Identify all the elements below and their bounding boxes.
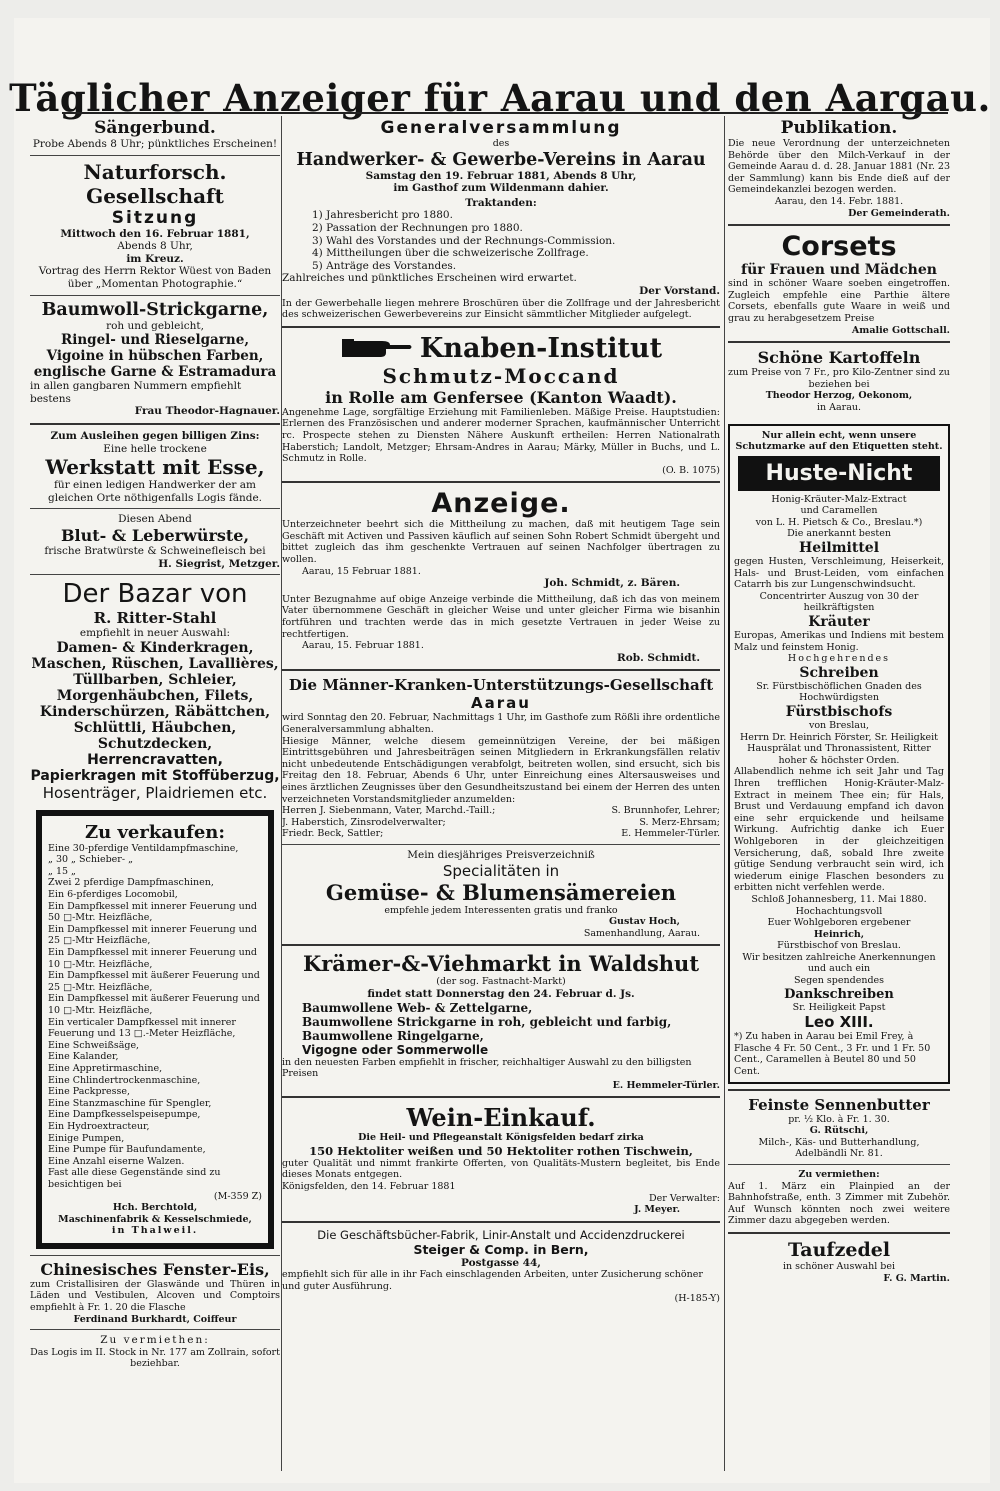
kraemer-sub: (der sog. Fastnacht-Markt) (436, 976, 566, 988)
wein-signature: J. Meyer. (634, 1204, 680, 1216)
verkaufen-item: Eine Kalander, (48, 1051, 119, 1063)
member-name: Herren J. Siebenmann, Vater, Marchd.-Taill.; (282, 805, 496, 817)
ad-generalversammlung (282, 118, 720, 321)
verkaufen-list (48, 843, 262, 1168)
verkaufen-item: Ein Dampfkessel mit innerer Feuerung und 25 □-Mtr Heizfläche, (48, 923, 257, 947)
werkstatt-text: für einen ledigen Handwerker der am gleichen Orte nöthigenfalls Logis fände. (48, 479, 262, 504)
column-1 (30, 118, 280, 1370)
verkaufen-item: „ 15 „ (48, 865, 76, 877)
verkaufen-item: Eine Stanzmaschine für Spengler, (48, 1097, 212, 1109)
publikation-text: Die neue Verordnung der unterzeichneten Behörde über den Milch-Verkauf in der Gemeinde Aarau d. d. 28. Januar 1881 (Nr. 23 der Sammlung) kann bis Ende dieß auf der Gemeindekanzlei bezogen werden. (728, 138, 950, 196)
pointing-hand-icon (340, 333, 414, 363)
traktanden-item: 3) Wahl des Vorstandes und der Rechnungs-Commission. (312, 234, 616, 247)
saengerbund-title: Sängerbund. (94, 118, 216, 138)
verkaufen-item: Ein Dampfkessel mit innerer Feuerung und 50 □-Mtr. Heizfläche, (48, 900, 257, 924)
huste-l6: Hochgehrendes (787, 653, 891, 665)
baumwolle-line1: roh und gebleicht, (106, 319, 204, 332)
verkaufen-item: Ein Dampfkessel mit äußerer Feuerung und 10 □-Mtr. Heizfläche, (48, 993, 260, 1016)
verkaufen-item: Einige Pumpen, (48, 1132, 125, 1144)
huste-l4: Die anerkannt besten (787, 528, 891, 540)
ad-werkstatt (30, 430, 280, 504)
anzeige-date2: Aarau, 15. Februar 1881. (302, 640, 424, 652)
kartoffeln-text: zum Preise von 7 Fr., pro Kilo-Zentner sind zu beziehen bei (728, 367, 950, 390)
butter-title: Feinste Sennenbutter (748, 1095, 930, 1114)
publikation-date: Aarau, den 14. Febr. 1881. (774, 195, 904, 207)
werkstatt-title: Werkstatt mit Esse, (45, 455, 265, 480)
huste-t11: Segen spendendes (793, 975, 885, 987)
verkaufen-item: Eine Anzahl eiserne Walzen. (48, 1155, 185, 1167)
verkaufen-sig3: in Thalweil. (111, 1225, 199, 1237)
huste-t2: Europas, Amerikas und Indiens mit bestem Malz und feinstem Honig. (734, 630, 944, 653)
huste-t9: Fürstbischof von Breslau. (777, 940, 901, 952)
wein-text: guter Qualität und nimmt frankirte Offerten, von Qualitäts-Mustern begleitet, bis Ende dieses Monats entgegen. (282, 1157, 720, 1181)
fenster-title: Chinesisches Fenster-Eis, (40, 1259, 270, 1279)
knaben-code: (O. B. 1075) (662, 464, 720, 476)
gemuese-intro: Mein diesjähriges Preisverzeichniß (407, 848, 595, 861)
verkaufen-item: Ein verticaler Dampfkessel mit innerer Feuerung und 13 □.-Meter Heizfläche, (48, 1016, 236, 1040)
ad-kraemer-markt (282, 951, 720, 1091)
publikation-title: Publikation. (780, 118, 898, 138)
huste-t5: Schloß Johannesberg, 11. Mai 1880. (751, 893, 927, 905)
bazar-item4: Kinderschürzen, Räbättchen, (39, 703, 271, 720)
corsets-sub: für Frauen und Mädchen (741, 262, 937, 279)
traktanden-item: 2) Passation der Rechnungen pro 1880. (312, 221, 523, 234)
wein-line1: Die Heil- und Pflegeanstalt Königsfelden bedarf zirka (358, 1132, 644, 1144)
huste-t3: Herrn Dr. Heinrich Förster, Sr. Heiligkeit Hausprälat und Thronassistent, Ritter hoher & höchster Orden. (740, 731, 938, 766)
general-note: In der Gewerbehalle liegen mehrere Broschüren über die Zollfrage und der Jahresbericht des schweizerischen Gewerbevereins zur Einsicht sämmtlicher Mitglieder aufgelegt. (282, 297, 720, 321)
general-signature: Der Vorstand. (639, 284, 720, 297)
huste-t4: Allabendlich nehme ich seit Jahr und Tag Ihren trefflichen Honig-Kräuter-Malz-Extract in meinem Thee ein; für Hals, Brust und Verdauung empfand ich davon eine sehr erquickende und heilsame Wirkung. Aufrichtig danke ich Euer Wohlgeboren in der gleichzeitigen Versicherung, daß, sobald Ihre zweite gütige Sendung verbraucht sein wird, ich wiederum einige Flaschen besonders zu erbitten nicht verfehlen werde. (734, 766, 944, 894)
huste-h2: Kräuter (808, 614, 870, 631)
butter-signature3: Adelbändli Nr. 81. (795, 1148, 883, 1160)
baumwolle-line3: Vigoine in hübschen Farben, (46, 348, 264, 365)
bazar-item7: Papierkragen mit Stoffüberzug, (30, 767, 280, 784)
general-traktanden: Traktanden: (465, 196, 537, 209)
werkstatt-line1: Eine helle trockene (103, 442, 207, 455)
ad-anzeige (282, 488, 720, 664)
maenner-names (282, 805, 720, 840)
bazar-item2: Maschen, Rüschen, Lavallières, Tüllbarben, Schleier, (31, 655, 279, 688)
column-2 (282, 118, 720, 1304)
huste-l8: von Breslau, (808, 720, 870, 731)
ad-maenner-kranken (282, 676, 720, 840)
huste-l2: und Caramellen (800, 505, 878, 517)
verkaufen-item: Ein Dampfkessel mit innerer Feuerung und 10 □-Mtr. Heizfläche, (48, 947, 257, 970)
vermieten2-text: Auf 1. März ein Plainpied an der Bahnhofstraße, enth. 3 Zimmer mit Zubehör. Auf Wunsch könnten noch zwei weitere Zimmer dazu abgegeben werden. (728, 1180, 950, 1227)
vermieten1-title: Zu vermiethen: (100, 1334, 210, 1347)
member-row (282, 817, 720, 829)
wurst-title: Blut- & Leberwürste, (60, 525, 250, 545)
huste-l1: Honig-Kräuter-Malz-Extract (771, 493, 907, 505)
member-name: J. Haberstich, Zinsrodelverwalter; (282, 816, 446, 828)
verkaufen-item: Ein 6-pferdiges Locomobil, (48, 889, 178, 901)
maenner-place: Aarau (471, 694, 531, 713)
anzeige-title: Anzeige. (431, 488, 571, 520)
anzeige-signature1: Joh. Schmidt, z. Bären. (544, 577, 680, 590)
anzeige-signature2: Rob. Schmidt. (617, 651, 700, 664)
ad-wurst (30, 513, 280, 570)
bazar-title: Der Bazar von (62, 579, 248, 610)
kraemer-item3: Baumwollene Ringelgarne, (302, 1028, 484, 1043)
huste-h4: Fürstbischofs (785, 704, 893, 720)
huste-t7: Euer Wohlgeboren ergebener (767, 917, 911, 929)
taufzedel-signature: F. G. Martin. (883, 1272, 950, 1284)
verkaufen-item: Eine Pumpe für Baufundamente, (48, 1144, 206, 1156)
general-items (282, 209, 720, 272)
baumwolle-line2: Ringel- und Rieselgarne, (60, 332, 250, 349)
steiger-text: empfiehlt sich für alle in ihr Fach einschlagenden Arbeiten, unter Zusicherung schöner und guter Ausführung. (282, 1269, 703, 1293)
kraemer-item2: Baumwollene Strickgarne in roh, gebleicht und farbig, (302, 1014, 672, 1029)
wein-title: Wein-Einkauf. (406, 1103, 596, 1133)
bazar-item6: Herrencravatten, (87, 751, 223, 768)
corsets-title: Corsets (781, 231, 897, 263)
naturforsch-time: Abends 8 Uhr, (117, 240, 193, 253)
member-name: Friedr. Beck, Sattler; (282, 828, 384, 840)
maenner-text1: wird Sonntag den 20. Februar, Nachmittags 1 Uhr, im Gasthofe zum Rößli ihre ordentliche Generalversammlung abhalten. (282, 712, 720, 735)
verkaufen-item: Ein Dampfkessel mit äußerer Feuerung und 25 □-Mtr. Heizfläche, (48, 970, 260, 993)
bazar-item3: Morgenhäubchen, Filets, (56, 687, 254, 704)
wurst-text: frische Bratwürste & Schweinefleisch bei (44, 544, 266, 557)
ad-taufzedel (728, 1239, 950, 1284)
butter-text: pr. ½ Klo. à Fr. 1. 30. (788, 1113, 890, 1125)
huste-h1: Heilmittel (798, 540, 880, 557)
traktanden-item: 1) Jahresbericht pro 1880. (312, 209, 453, 222)
verkaufen-item: Eine Dampfkesselspeisepumpe, (48, 1109, 201, 1121)
taufzedel-title: Taufzedel (787, 1238, 891, 1261)
bazar-line1: empfiehlt in neuer Auswahl: (79, 627, 231, 640)
maenner-title: Die Männer-Kranken-Unterstützungs-Gesellschaft (288, 676, 714, 695)
anzeige-date1: Aarau, 15 Februar 1881. (302, 565, 421, 577)
corsets-signature: Amalie Gottschall. (851, 324, 950, 336)
wurst-signature: H. Siegrist, Metzger. (158, 557, 280, 570)
ad-sennenbutter (728, 1096, 950, 1160)
huste-t6: Hochachtungsvoll (795, 905, 883, 917)
huste-t1: gegen Husten, Verschleimung, Heiserkeit, Hals- und Brust-Leiden, vom einfachen Catarrh bis zur Lungenschwindsucht. (734, 556, 944, 591)
masthead-rule (62, 112, 948, 114)
bazar-item1: Damen- & Kinderkragen, (56, 639, 254, 656)
publikation-signature: Der Gemeinderath. (848, 207, 950, 219)
wurst-line1: Diesen Abend (118, 513, 192, 526)
huste-l5: Concentrirter Auszug von 30 der heilkräftigsten (759, 590, 919, 614)
baumwolle-line4: englische Garne & Estramadura (33, 364, 277, 381)
knaben-text: Angenehme Lage, sorgfältige Erziehung mit Familienleben. Mäßige Preise. Hauptstudien: Erlernen des Französischen und anderer moderner Sprachen, kaufmännischer Unterricht rc. Prospecte stehen zu Diensten Nähere Auskunft ertheilen: Herren Nationalrath Haberstich; Landolt, Metzger; Ehrsam-Andres in Aarau; Märky, Müller in Buchs, und L. Schmutz in Rolle. (282, 406, 720, 465)
wein-signature0: Der Verwalter: (649, 1192, 720, 1204)
corsets-text: sind in schöner Waare soeben eingetroffen. Zugleich empfehle eine Parthie ältere Corsets, ebenfalls gute Waare in weiß und grau zu herabgesetzem Preise (728, 278, 950, 324)
bazar-item5: Schlüttli, Häubchen, Schutzdecken, (73, 719, 237, 752)
huste-t10: Wir besitzen zahlreiche Anerkennungen und auch ein (742, 951, 936, 975)
wein-line2: 150 Hektoliter weißen und 50 Hektoliter rothen Tischwein, (309, 1143, 693, 1158)
traktanden-item: 4) Mittheilungen über die schweizerische Zollfrage. (312, 247, 589, 260)
ad-baumwolle (30, 300, 280, 418)
ad-verkaufen (36, 810, 274, 1249)
member-row (282, 805, 720, 817)
gemuese-text: empfehle jedem Interessenten gratis und franko (384, 904, 618, 916)
steiger-name: Steiger & Comp. in Bern, (413, 1241, 589, 1257)
gemuese-spec: Specialitäten in (442, 861, 560, 880)
gemuese-signature2: Samenhandlung, Aarau. (583, 927, 700, 939)
kraemer-text: in den neuesten Farben empfiehlt in frischer, reichhaltiger Auswahl zu den billigsten Preisen (282, 1056, 692, 1080)
verkaufen-item: „ 30 „ Schieber- „ (48, 854, 133, 866)
ad-publikation (728, 118, 950, 219)
column-3 (728, 118, 950, 1284)
member-name: S. Merz-Ehrsam; (639, 816, 720, 828)
naturforsch-sub: Sitzung (111, 207, 199, 228)
anzeige-text1: Unterzeichneter beehrt sich die Mittheilung zu machen, daß mit heutigem Tage sein Geschäft mit Activen und Passiven käuflich auf seinen Sohn Robert Schmidt übergeht und bittet zugleich das ihm geschenkte Vertrauen auf seinen Nachfolger übertragen zu wollen. (282, 519, 720, 566)
ad-steiger (282, 1228, 720, 1304)
ad-bazar (30, 579, 280, 802)
column-divider-2 (724, 116, 725, 1471)
ad-huste-nicht (728, 424, 950, 1084)
knaben-title: Knaben-Institut (419, 332, 663, 364)
verkaufen-sig2: Maschinenfabrik & Kesselschmiede, (58, 1213, 252, 1225)
kartoffeln-signature2: in Aarau. (816, 401, 862, 413)
fenster-signature: Ferdinand Burkhardt, Coiffeur (73, 1313, 237, 1325)
huste-title: Huste-Nicht (738, 456, 940, 491)
ad-gemuese (282, 849, 720, 939)
werkstatt-intro: Zum Ausleihen gegen billigen Zins: (50, 429, 260, 442)
ad-corsets (728, 231, 950, 336)
fenster-text: zum Cristallisiren der Glaswände und Thüren in Läden und Vestibulen, Alcoven und Comptoirs empfiehlt à Fr. 1. 20 die Flasche (30, 1278, 280, 1314)
traktanden-item: 5) Anträge des Vorstandes. (312, 259, 457, 272)
ad-kartoffeln (728, 348, 950, 413)
kartoffeln-signature: Theodor Herzog, Oekonom, (765, 390, 913, 402)
member-name: E. Hemmeler-Türler. (621, 828, 720, 840)
general-date: Samstag den 19. Februar 1881, Abends 8 Uhr, (365, 169, 637, 182)
verkaufen-note: Fast alle diese Gegenstände sind zu besichtigen bei (48, 1167, 221, 1190)
steiger-code: (H-185-Y) (674, 1292, 720, 1304)
knaben-name: Schmutz-Moccand (382, 363, 620, 388)
kraemer-item1: Baumwollene Web- & Zettelgarne, (302, 1000, 533, 1015)
verkaufen-item: Zwei 2 pferdige Dampfmaschinen, (48, 877, 214, 889)
huste-t13: *) Zu haben in Aarau bei Emil Frey, à Flasche 4 Fr. 50 Cent., 3 Fr. und 1 Fr. 50 Cent., Caramellen à Beutel 80 und 50 Cent. (734, 1031, 931, 1078)
general-title2: Handwerker- & Gewerbe-Vereins in Aarau (296, 149, 706, 170)
kraemer-date: findet statt Donnerstag den 24. Februar d. Js. (367, 987, 635, 1000)
anzeige-text2: Unter Bezugnahme auf obige Anzeige verbinde die Mittheilung, daß ich das von meinem Vater übernommene Geschäft in gleicher Weise und unter gleicher Firma wie bisanhin fortführen und trachten werde das in mich gesetzte Vertrauen in jeder Weise zu rechtfertigen. (282, 593, 720, 640)
bazar-item8: Hosenträger, Plaidriemen etc. (42, 783, 268, 802)
bazar-owner: R. Ritter-Stahl (93, 609, 217, 628)
verkaufen-sig1: Hch. Berchtold, (112, 1202, 198, 1214)
huste-l7: Sr. Fürstbischöflichen Gnaden des Hochwürdigsten (756, 680, 922, 704)
steiger-address: Postgasse 44, (461, 1256, 541, 1269)
general-place: im Gasthof zum Wildenmann dahier. (393, 182, 609, 195)
ad-knaben-institut (282, 333, 720, 477)
ad-naturforsch (30, 160, 280, 291)
gemuese-signature: Gustav Hoch, (608, 916, 680, 928)
ad-vermieten-2 (728, 1169, 950, 1227)
naturforsch-place: im Kreuz. (126, 252, 184, 265)
ad-wein-einkauf (282, 1103, 720, 1216)
butter-signature: G. Rütschi, (809, 1125, 869, 1137)
baumwolle-signature: Frau Theodor-Hagnauer. (134, 405, 280, 418)
huste-h5: Dankschreiben (784, 986, 894, 1002)
baumwolle-title: Baumwoll-Strickgarne, (41, 299, 269, 320)
verkaufen-item: Eine 30-pferdige Ventildampfmaschine, (48, 842, 239, 854)
huste-h3: Schreiben (799, 664, 879, 681)
verkaufen-item: Eine Schweißsäge, (48, 1039, 140, 1051)
maenner-text2: Hiesige Männer, welche diesem gemeinnützigen Vereine, der bei mäßigen Eintrittsgebühren und Jahresbeiträgen seinen Mitgliedern in Erkrankungsfällen relativ nicht unbedeutende Entschädigungen verabfolgt, beitreten wollen, sind ersucht, sich bis Freitag den 18. Februar, Abends 6 Uhr, unter Einreichung eines Altersausweises und eines ärztlichen Zeugnisses über den Gesundheitszustand bei einem der Herren des unten verzeichneten Vorstandsmitglieder anzumelden: (282, 735, 720, 805)
ad-saengerbund (30, 118, 280, 151)
huste-top: Nur allein echt, wenn unsere Schutzmarke auf den Etiquetten steht. (735, 429, 943, 453)
verkaufen-item: Ein Hydroextracteur, (48, 1120, 150, 1132)
huste-t8: Heinrich, (813, 928, 865, 940)
huste-t12: Sr. Heiligkeit Papst (792, 1001, 886, 1013)
kraemer-title: Krämer-&-Viehmarkt in Waldshut (302, 951, 700, 977)
naturforsch-title: Naturforsch. Gesellschaft (83, 159, 227, 208)
verkaufen-item: Eine Appretirmaschine, (48, 1062, 163, 1074)
verkaufen-item: Eine Chlindertrockenmaschine, (48, 1074, 201, 1086)
huste-h6: Leo XIII. (804, 1013, 874, 1032)
masthead: Täglicher Anzeiger für Aarau und den Aargau. (9, 76, 991, 120)
kraemer-signature: E. Hemmeler-Türler. (612, 1079, 720, 1091)
verkaufen-code: (M-359 Z) (213, 1190, 262, 1202)
member-name: S. Brunnhofer, Lehrer; (611, 805, 720, 817)
wein-date: Königsfelden, den 14. Februar 1881 (282, 1181, 456, 1193)
saengerbund-text: Probe Abends 8 Uhr; pünktliches Erscheinen! (32, 138, 278, 150)
ad-vermieten-1 (30, 1334, 280, 1370)
general-title: Generalversammlung (380, 118, 622, 138)
naturforsch-text: Vortrag des Herrn Rektor Wüest von Baden über „Momentan Photographie.“ (38, 265, 272, 290)
vermieten2-title: Zu vermiethen: (798, 1169, 880, 1180)
steiger-title: Die Geschäftsbücher-Fabrik, Linir-Anstalt und Accidenzdruckerei (317, 1227, 685, 1242)
ad-fenster-eis (30, 1260, 280, 1325)
verkaufen-title: Zu verkaufen: (84, 821, 226, 843)
member-row (282, 828, 720, 840)
general-closing: Zahlreiches und pünktliches Erscheinen wird erwartet. (282, 272, 577, 285)
taufzedel-text: in schöner Auswahl bei (782, 1260, 896, 1272)
vermieten1-text: Das Logis im II. Stock in Nr. 177 am Zollrain, sofort beziehbar. (30, 1346, 280, 1370)
general-des: des (492, 138, 510, 149)
gemuese-title: Gemüse- & Blumensämereien (325, 879, 677, 905)
naturforsch-date: Mittwoch den 16. Februar 1881, (60, 227, 250, 240)
kraemer-item4: Vigogne oder Sommerwolle (302, 1042, 489, 1057)
kartoffeln-title: Schöne Kartoffeln (757, 348, 921, 368)
knaben-place: in Rolle am Genfersee (Kanton Waadt). (325, 387, 677, 407)
butter-signature2: Milch-, Käs- und Butterhandlung, (758, 1136, 920, 1148)
baumwolle-line5: in allen gangbaren Nummern empfiehlt bestens (30, 380, 242, 405)
verkaufen-item: Eine Packpresse, (48, 1086, 131, 1098)
huste-l3: von L. H. Pietsch & Co., Breslau.*) (755, 516, 923, 528)
